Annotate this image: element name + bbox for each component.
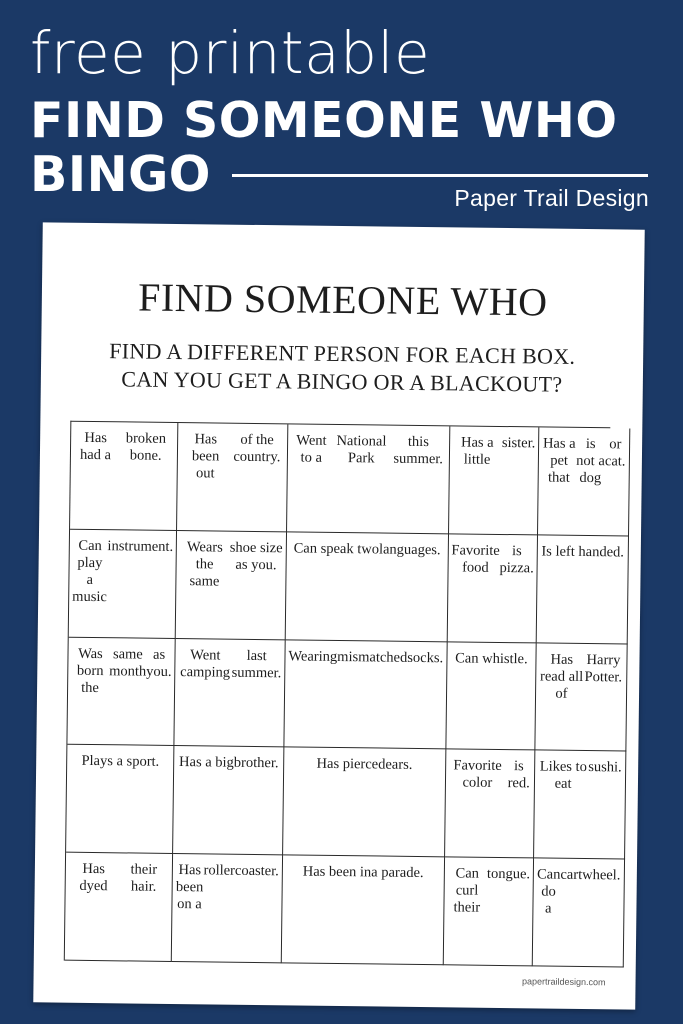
brand-name: Paper Trail Design [454, 185, 649, 211]
bingo-cell-text: as you. [146, 646, 172, 680]
bingo-cell [447, 534, 538, 643]
footer-url: papertraildesign.com [521, 976, 606, 988]
bingo-cell [538, 427, 630, 536]
bingo-cell-text: Went camping [180, 646, 231, 681]
bingo-cell-text: Has a big [178, 754, 234, 772]
bingo-cell-text: Can curl their [453, 865, 481, 916]
bingo-cell-text: Favorite color [453, 757, 502, 792]
bingo-cell-text: broken bone. [125, 430, 167, 464]
printable-sheet-wrapper [33, 222, 644, 1009]
printable-sheet [33, 222, 644, 1009]
banner-header [0, 0, 683, 230]
bingo-cell [287, 424, 450, 534]
bingo-cell-text: Went to a [296, 432, 327, 466]
instructions-line-2: CAN YOU GET A BINGO OR A BLACKOUT? [121, 366, 563, 397]
bingo-cell-text: Harry Potter. [584, 651, 623, 686]
bingo-cell-text: tongue. [486, 866, 531, 883]
bingo-cell-text: Has been in [302, 863, 372, 881]
bingo-cell-text: Has dyed [79, 861, 108, 895]
bingo-cell-text: Is left handed. [541, 543, 625, 561]
bingo-cell-text: mismatched [337, 648, 408, 666]
bingo-grid [64, 421, 626, 968]
bingo-cell [533, 859, 625, 968]
bingo-cell-text: ears. [385, 756, 413, 774]
bingo-cell-text: of the country. [233, 431, 281, 466]
bingo-cell-text: Has read all of [539, 651, 584, 702]
bingo-cell-text: their hair. [130, 861, 158, 895]
bingo-cell [67, 637, 176, 746]
bingo-cell-text: same month [109, 645, 147, 680]
bingo-cell-text: Has been out [191, 431, 220, 482]
bingo-cell [536, 643, 628, 752]
bingo-cell [282, 856, 445, 966]
bingo-cell-text: languages. [378, 541, 441, 559]
bingo-cell-text: Can whistle. [455, 650, 528, 667]
bingo-cell-text: last summer. [231, 647, 282, 681]
bingo-cell [70, 422, 179, 531]
bingo-cell [443, 857, 534, 966]
bingo-cell-text: Can speak two [293, 540, 380, 558]
bingo-cell-text: Can do a [536, 866, 561, 917]
bingo-cell [445, 750, 536, 859]
bingo-cell-text: National Park [336, 432, 387, 467]
bingo-cell-text: Wears the same [186, 538, 223, 590]
bingo-cell-text: this summer. [393, 433, 444, 468]
bingo-cell-text: is not a dog [576, 436, 605, 487]
bingo-cell [177, 423, 288, 532]
bingo-cell-text: a parade. [371, 864, 424, 882]
bingo-cell-text: Can play a music [72, 537, 107, 605]
bingo-cell [534, 751, 626, 860]
bingo-cell-text: rollercoaster. [203, 862, 279, 880]
bingo-cell [65, 853, 174, 962]
bingo-cell [176, 531, 287, 640]
bingo-cell-text: Likes to eat [539, 758, 587, 793]
bingo-cell-text: socks. [407, 649, 444, 666]
bingo-cell [283, 748, 446, 858]
bingo-cell-text: Favorite food [451, 542, 500, 576]
bingo-cell-text: brother. [233, 755, 279, 772]
bingo-cell-text: or cat. [604, 436, 626, 470]
bingo-cell [69, 530, 178, 639]
sheet-title: FIND SOMEONE WHO [137, 274, 548, 325]
bingo-cell-text: sister. [501, 434, 536, 452]
bingo-cell-text: Was born the [76, 645, 104, 696]
bingo-cell-text: Has had a [79, 429, 112, 464]
bingo-cell [66, 745, 175, 854]
header-line-free-printable: free printable [30, 19, 431, 87]
header-line-bingo: BINGO [30, 146, 211, 203]
bingo-cell [173, 746, 284, 855]
header-line-find-someone-who: FIND SOMEONE WHO [30, 92, 618, 149]
bingo-cell-text: Plays a sport. [81, 753, 160, 771]
bingo-cell-text: is red. [507, 758, 530, 792]
bingo-cell-text: Has a little [460, 434, 494, 468]
bingo-cell-text: Wearing [288, 647, 338, 665]
sheet-instructions [41, 336, 644, 399]
bingo-cell [286, 532, 449, 642]
bingo-cell [449, 426, 540, 535]
bingo-cell [284, 640, 447, 750]
bingo-cell-text: instrument. [107, 537, 174, 555]
bingo-cell [446, 642, 537, 751]
bingo-cell [175, 639, 286, 748]
bingo-cell-text: sushi. [588, 759, 622, 776]
bingo-cell-text: cartwheel. [560, 866, 621, 884]
bingo-cell-text: Has pierced [316, 756, 386, 773]
bingo-cell-text: shoe size as you. [229, 539, 283, 574]
bingo-cell [537, 535, 629, 644]
instructions-line-1: FIND A DIFFERENT PERSON FOR EACH BOX. [109, 338, 576, 369]
header-divider [232, 174, 648, 177]
bingo-cell-text: is pizza. [499, 542, 534, 577]
bingo-cell-text: Has a pet that [542, 435, 576, 486]
bingo-cell [172, 854, 283, 963]
bingo-cell-text: Has been on a [175, 862, 204, 913]
